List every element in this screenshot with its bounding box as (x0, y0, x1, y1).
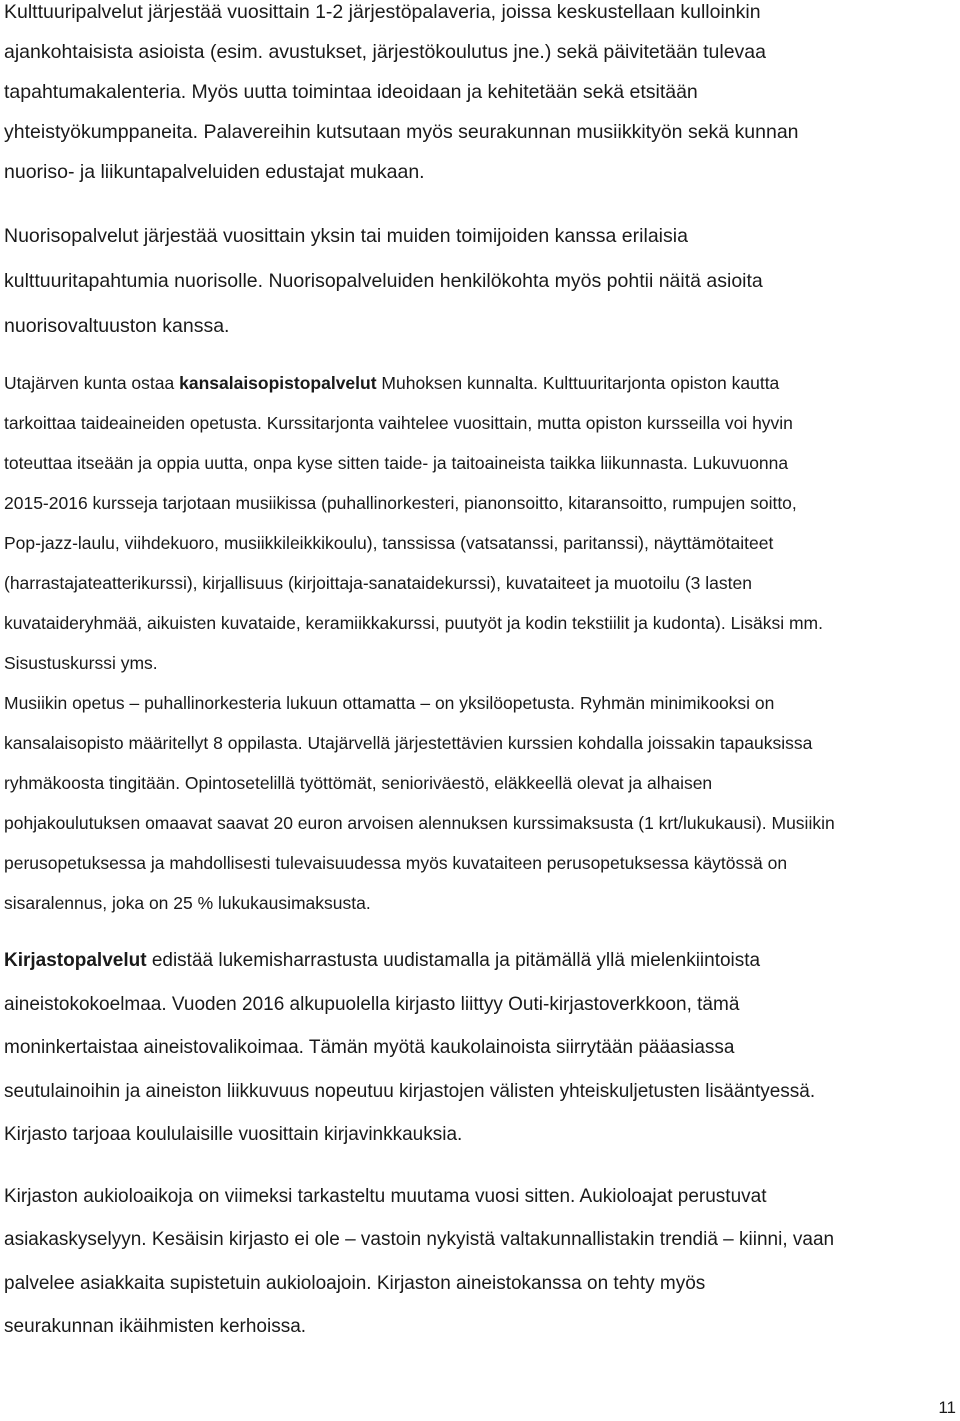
paragraph-musiikin-opetus (4, 683, 956, 923)
text-line: seurakunnan ikäihmisten kerhoissa. (4, 1316, 307, 1337)
bold-term: Kirjastopalvelut (4, 950, 147, 971)
text-line: yhteistyökumppaneita. Palavereihin kutsutaan myös seurakunnan musiikkityön sekä kunnan (4, 121, 799, 143)
text-line: kuvataideryhmää, aikuisten kuvataide, keramiikkakurssi, puutyöt ja kodin tekstiilit ja kudonta). Lisäksi mm. (4, 613, 823, 633)
text-line: Kirjaston aukioloaikoja on viimeksi tarkasteltu muutama vuosi sitten. Aukioloajat perustuvat (4, 1185, 767, 1207)
text-line: Nuorisopalvelut järjestää vuosittain yksin tai muiden toimijoiden kanssa erilaisia (4, 225, 688, 247)
text-line: aineistokokoelmaa. Vuoden 2016 alkupuolella kirjasto liittyy Outi-kirjastoverkkoon, tämä (4, 993, 740, 1015)
text-line: ajankohtaisista asioista (esim. avustukset, järjestökoulutus jne.) sekä päivitetään tulevaa (4, 41, 766, 63)
paragraph-nuorisopalvelut (4, 214, 956, 349)
text-line: asiakaskyselyyn. Kesäisin kirjasto ei ole – vastoin nykyistä valtakunnallistakin trendiä – kiinni, vaan (4, 1229, 835, 1250)
text-line (4, 363, 956, 403)
text-line: moninkertaistaa aineistovalikoimaa. Tämän myötä kaukolainoista siirrytään pääasiassa (4, 1037, 735, 1058)
text-line: ryhmäkoosta tingitään. Opintosetelillä työttömät, senioriväestö, eläkkeellä olevat ja alhaisen (4, 773, 713, 793)
text-line: toteuttaa itseään ja oppia uutta, onpa kyse sitten taide- ja taitoaineista taikka liikunnasta. Lukuvuonna (4, 453, 789, 473)
page-number: 11 (938, 1398, 956, 1417)
text-line: Pop-jazz-laulu, viihdekuoro, musiikkileikkikoulu), tanssissa (vatsatanssi, paritanssi), näyttämötaiteet (4, 533, 774, 553)
text-line: Musiikin opetus – puhallinorkesteria lukuun ottamatta – on yksilöopetusta. Ryhmän minimikooksi on (4, 693, 775, 713)
text-line: nuorisovaltuuston kanssa. (4, 315, 230, 337)
text-run: Utajärven kunta ostaa (4, 373, 180, 393)
text-run: Muhoksen kunnalta. Kulttuuritarjonta opiston kautta (376, 373, 780, 393)
text-line: kansalaisopisto määritellyt 8 oppilasta. Utajärvellä järjestettävien kurssien kohdalla joissakin tapauksissa (4, 733, 813, 753)
text-line: seutulainoihin ja aineiston liikkuvuus nopeutuu kirjastojen välisten yhteiskuljetusten lisääntyessä. (4, 1080, 816, 1102)
text-line: Kulttuuripalvelut järjestää vuosittain 1-2 järjestöpalaveria, joissa keskustellaan kulloinkin (4, 1, 761, 23)
text-line: kulttuuritapahtumia nuorisolle. Nuorisopalveluiden henkilökohta myös pohtii näitä asioita (4, 270, 763, 292)
text-line: pohjakoulutuksen omaavat saavat 20 euron arvoisen alennuksen kurssimaksusta (1 krt/lukukausi). Musiikin (4, 813, 835, 833)
text-line: tapahtumakalenteria. Myös uutta toimintaa ideoidaan ja kehitetään sekä etsitään (4, 81, 698, 103)
text-line: Sisustuskurssi yms. (4, 653, 158, 673)
paragraph-kansalaisopisto (4, 363, 956, 683)
text-line: (harrastajateatterikurssi), kirjallisuus (kirjoittaja-sanataidekurssi), kuvataiteet ja muotoilu (3 lasten (4, 573, 752, 593)
paragraph-aukioloajat (4, 1175, 956, 1349)
text-line: tarkoittaa taideaineiden opetusta. Kurssitarjonta vaihtelee vuosittain, mutta opiston kursseilla voi hyvin (4, 413, 793, 433)
text-line: 2015-2016 kursseja tarjotaan musiikissa (puhallinorkesteri, pianonsoitto, kitaransoitto, rumpujen soitto, (4, 493, 797, 513)
text-run: edistää lukemisharrastusta uudistamalla ja pitämällä yllä mielenkiintoista (146, 950, 761, 971)
text-line: sisaralennus, joka on 25 % lukukausimaksusta. (4, 893, 371, 913)
paragraph-kirjastopalvelut (4, 939, 956, 1157)
text-line: Kirjasto tarjoaa koululaisille vuosittain kirjavinkkauksia. (4, 1124, 463, 1145)
paragraph-kulttuuripalvelut (4, 0, 956, 192)
bold-term: kansalaisopistopalvelut (179, 373, 377, 393)
text-line: palvelee asiakkaita supistetuin aukioloajoin. Kirjaston aineistokanssa on tehty myös (4, 1272, 706, 1294)
text-line: perusopetuksessa ja mahdollisesti tulevaisuudessa myös kuvataiteen perusopetuksessa käytössä on (4, 853, 788, 873)
text-line: nuoriso- ja liikuntapalveluiden edustajat mukaan. (4, 161, 425, 183)
document-page (4, 0, 956, 1349)
text-line (4, 939, 956, 983)
